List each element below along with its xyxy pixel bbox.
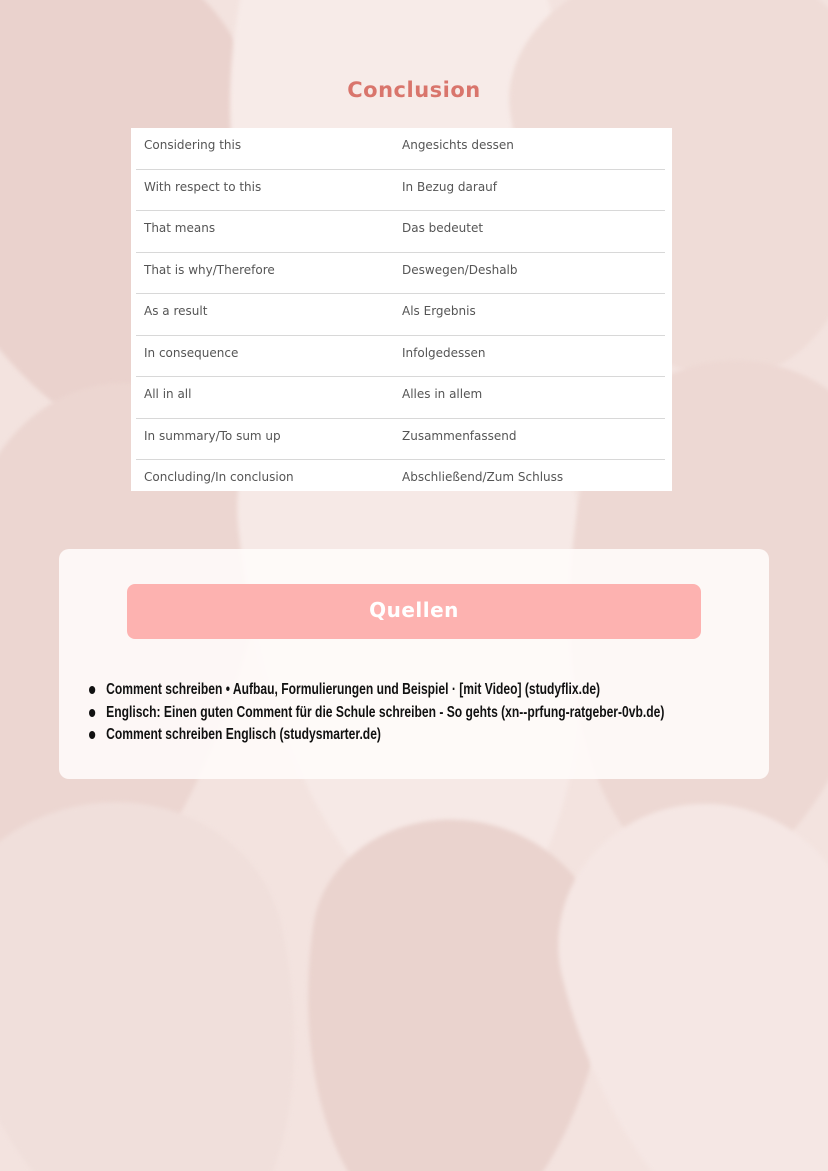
english-phrase: That means [144,221,216,235]
english-phrase: That is why/Therefore [144,262,275,277]
sources-heading-button: Quellen [127,584,701,639]
table-row [136,170,665,212]
german-phrase: Das bedeutet [402,221,484,235]
table-row [136,294,665,336]
english-phrase: In consequence [144,345,239,360]
table-row [136,253,665,295]
english-phrase: Concluding/In conclusion [144,470,294,484]
sources-card [59,549,769,779]
german-phrase: Infolgedessen [402,345,486,360]
source-item[interactable] [89,679,664,702]
table-row [136,419,665,461]
german-phrase: Angesichts dessen [402,138,514,152]
english-phrase: As a result [144,304,208,318]
german-phrase: Abschließend/Zum Schluss [402,470,564,484]
source-item[interactable] [89,724,664,747]
table-row [136,211,665,253]
table-row [136,128,665,170]
english-phrase: With respect to this [144,179,262,194]
german-phrase: Alles in allem [402,387,483,401]
table-row [136,377,665,419]
source-link-text[interactable]: Englisch: Einen guten Comment für die Schule schreiben - So gehts (xn--prfung-ratgeber-0vb.de) [106,703,665,721]
sources-list [89,679,827,747]
table-row [136,460,665,502]
section-title: Conclusion [347,78,481,102]
german-phrase: Zusammenfassend [402,428,517,443]
bullet-icon [89,686,95,694]
german-phrase: Als Ergebnis [402,304,476,318]
source-link-text[interactable]: Comment schreiben Englisch (studysmarter.de) [106,726,381,743]
phrase-table [131,128,672,491]
bullet-icon [89,731,95,739]
table-row [136,336,665,378]
german-phrase: Deswegen/Deshalb [402,262,518,277]
bullet-icon [89,709,95,717]
english-phrase: All in all [144,387,192,401]
source-link-text[interactable]: Comment schreiben • Aufbau, Formulierungen und Beispiel · [mit Video] (studyflix.de) [106,681,601,698]
source-item[interactable] [89,702,664,725]
english-phrase: In summary/To sum up [144,428,281,443]
english-phrase: Considering this [144,138,242,152]
german-phrase: In Bezug darauf [402,179,497,194]
